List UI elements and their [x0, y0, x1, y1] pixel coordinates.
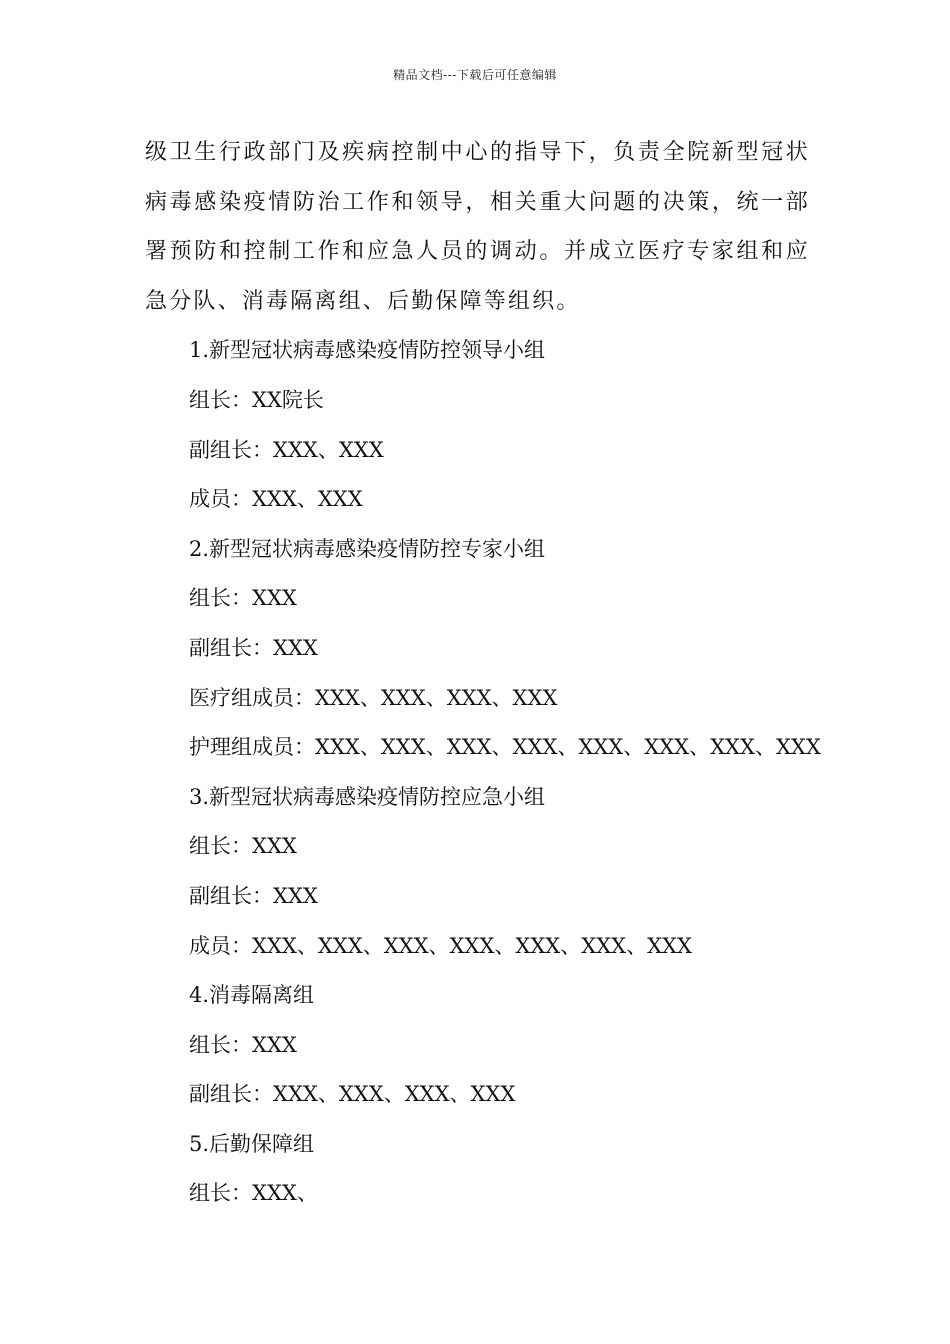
list-item: 护理组成员：XXX、XXX、XXX、XXX、XXX、XXX、XXX、XXX — [189, 735, 821, 760]
list-item: 成员：XXX、XXX — [189, 487, 363, 512]
list-item: 副组长：XXX — [189, 883, 318, 908]
list-item: 副组长：XXX、XXX、XXX、XXX — [189, 1082, 516, 1107]
list-item: 组长：XXX — [189, 586, 297, 611]
section-heading-emergency-group: 3.新型冠状病毒感染疫情防控应急小组 — [189, 784, 546, 809]
section-heading-leadership-group: 1.新型冠状病毒感染疫情防控领导小组 — [189, 338, 546, 363]
document-body — [145, 128, 821, 1219]
list-item: 组长：XX院长 — [189, 387, 324, 412]
section-heading-disinfection-group: 4.消毒隔离组 — [189, 983, 315, 1008]
section-heading-expert-group: 2.新型冠状病毒感染疫情防控专家小组 — [189, 536, 546, 561]
list-item: 组长：XXX — [189, 834, 297, 859]
list-item: 组长：XXX、 — [189, 1181, 318, 1206]
list-item: 成员：XXX、XXX、XXX、XXX、XXX、XXX、XXX — [189, 933, 692, 958]
list-item: 副组长：XXX、XXX — [189, 437, 384, 462]
group-list — [145, 326, 821, 1219]
list-item: 医疗组成员：XXX、XXX、XXX、XXX — [189, 685, 558, 710]
section-heading-logistics-group: 5.后勤保障组 — [189, 1131, 315, 1156]
intro-paragraph: 级卫生行政部门及疾病控制中心的指导下，负责全院新型冠状病毒感染疫情防治工作和领导，相关重大问题的决策，统一部署预防和控制工作和应急人员的调动。并成立医疗专家组和应急分队、消毒隔离组、后勤保障等组织。 — [145, 140, 810, 314]
list-item: 组长：XXX — [189, 1032, 297, 1057]
list-item: 副组长：XXX — [189, 635, 318, 660]
page-header: 精品文档---下载后可任意编辑 — [393, 68, 557, 82]
